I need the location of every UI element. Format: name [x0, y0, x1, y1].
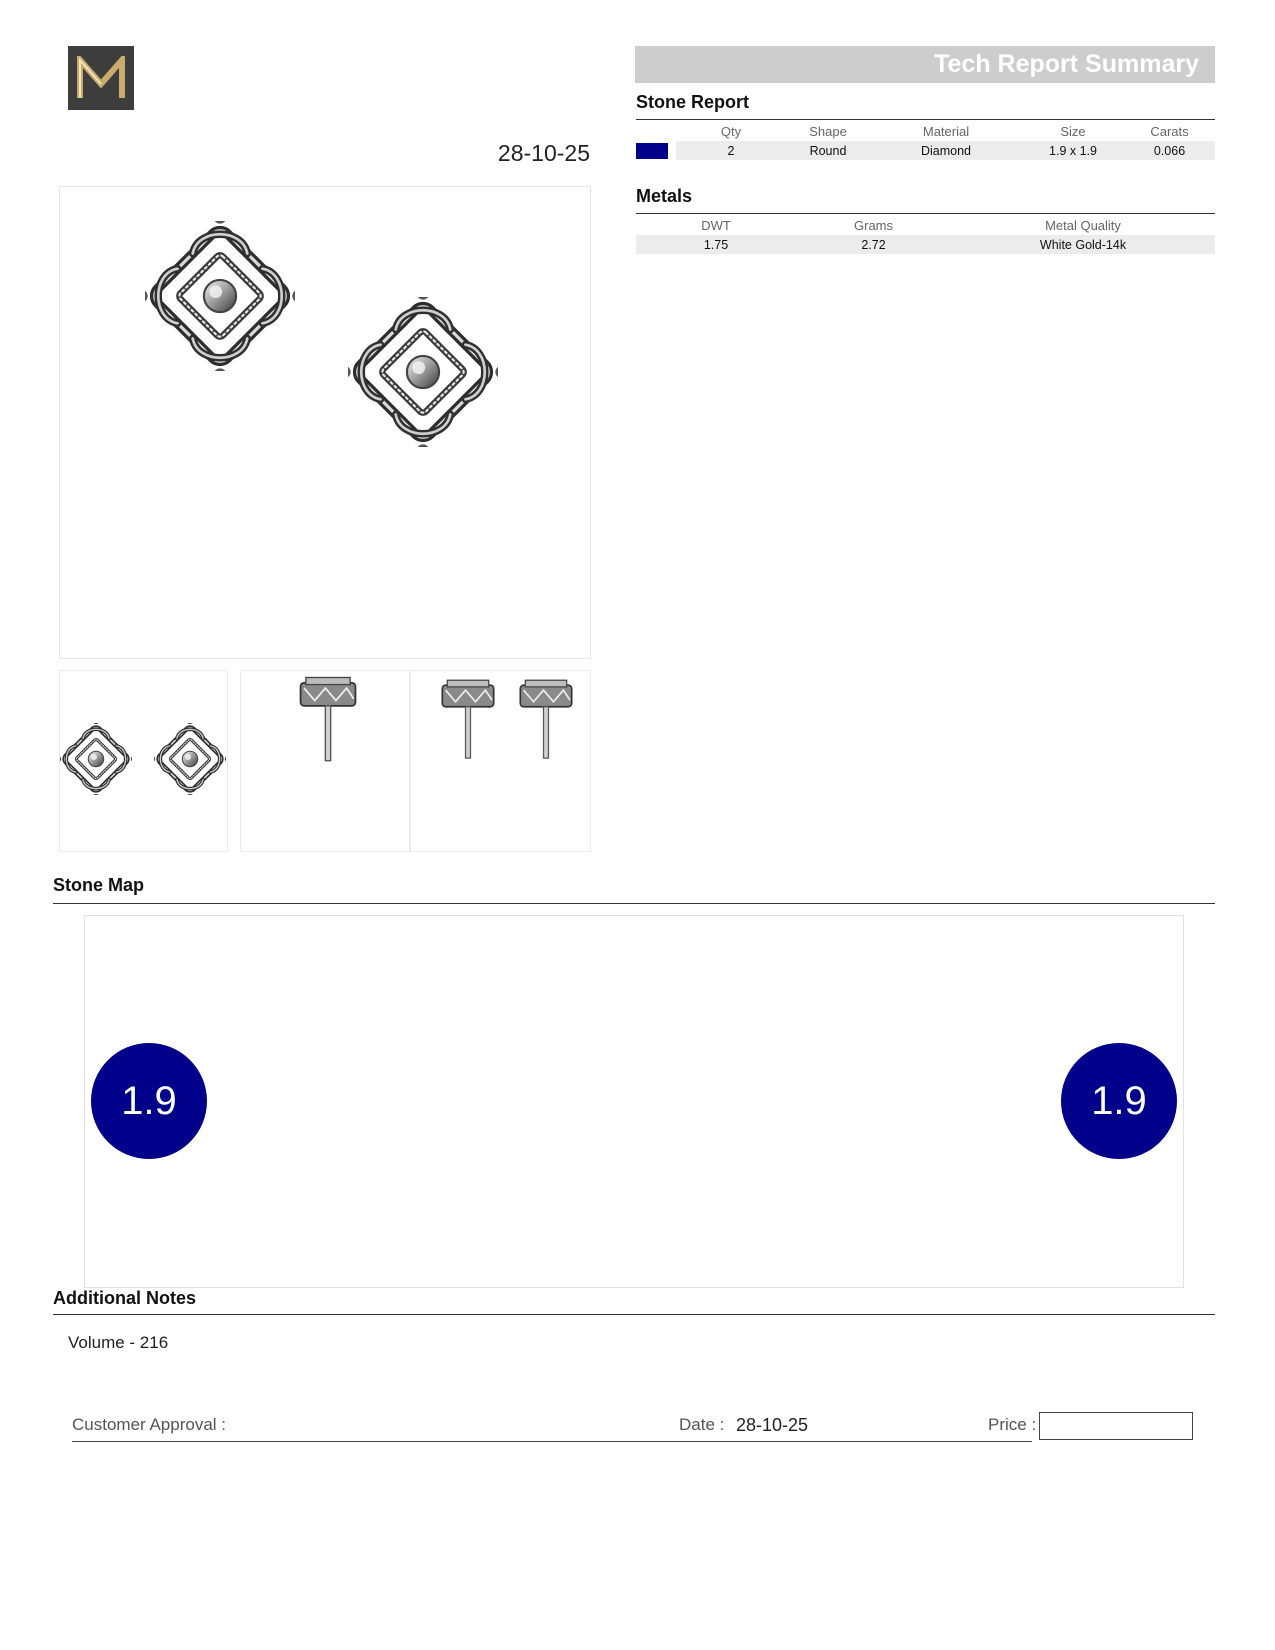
report-title: Tech Report Summary	[934, 50, 1199, 78]
stone-map-divider	[53, 903, 1215, 904]
col-material: Material	[922, 124, 970, 139]
stone-color-swatch	[636, 143, 668, 159]
price-field[interactable]	[1039, 1412, 1193, 1440]
stone-size: 1.9 x 1.9	[1022, 141, 1124, 160]
stone-report-header-row	[636, 122, 1215, 141]
price-label: Price :	[988, 1415, 1037, 1434]
logo-m-mark	[76, 56, 126, 100]
main-render-view	[59, 186, 591, 659]
col-carats: Carats	[1150, 124, 1189, 139]
table-row	[636, 141, 1215, 160]
thumbnail-front-view[interactable]	[410, 670, 591, 852]
date-label: Date :	[679, 1415, 725, 1434]
metals-table	[636, 216, 1215, 254]
stone-report-title: Stone Report	[636, 92, 750, 112]
metals-divider	[636, 213, 1215, 214]
metals-title: Metals	[636, 186, 693, 206]
stone-map-title: Stone Map	[53, 875, 145, 895]
earring-render	[60, 187, 590, 658]
customer-approval-label: Customer Approval :	[72, 1415, 227, 1434]
approval-signature-line	[72, 1441, 1032, 1442]
stone-size-label: 1.9	[1091, 1078, 1147, 1123]
col-grams: Grams	[854, 218, 893, 233]
stone-marker-right	[1061, 1043, 1177, 1159]
col-swatch	[636, 122, 676, 141]
stone-qty: 2	[676, 141, 786, 160]
notes-text: Volume - 216	[68, 1333, 169, 1352]
stone-map-panel	[84, 915, 1184, 1288]
col-size: Size	[1060, 124, 1086, 139]
thumbnail-top-view[interactable]	[59, 670, 228, 852]
company-logo	[68, 46, 134, 110]
metals-header-row	[636, 216, 1215, 235]
title-bar	[635, 46, 1215, 83]
thumbnail-side-view[interactable]	[240, 670, 410, 852]
metal-dwt: 1.75	[636, 235, 796, 254]
stone-marker-left	[91, 1043, 207, 1159]
stone-material: Diamond	[870, 141, 1022, 160]
stone-color-cell	[636, 141, 676, 160]
col-metal-quality: Metal Quality	[1045, 218, 1121, 233]
col-dwt: DWT	[701, 218, 731, 233]
approval-date-value: 28-10-25	[736, 1415, 809, 1435]
stone-report-divider	[636, 119, 1215, 120]
col-qty: Qty	[720, 124, 742, 139]
metal-quality: White Gold-14k	[951, 235, 1215, 254]
earring-right	[335, 284, 511, 460]
notes-divider	[53, 1314, 1215, 1315]
stone-size-label: 1.9	[121, 1078, 177, 1123]
report-date: 28-10-25	[497, 140, 590, 166]
table-row	[636, 235, 1215, 254]
earring-left	[132, 208, 308, 384]
metal-grams: 2.72	[796, 235, 951, 254]
stone-carats: 0.066	[1124, 141, 1215, 160]
col-shape: Shape	[809, 124, 847, 139]
notes-title: Additional Notes	[53, 1288, 196, 1308]
stone-report-table	[636, 122, 1215, 160]
stone-shape: Round	[786, 141, 870, 160]
